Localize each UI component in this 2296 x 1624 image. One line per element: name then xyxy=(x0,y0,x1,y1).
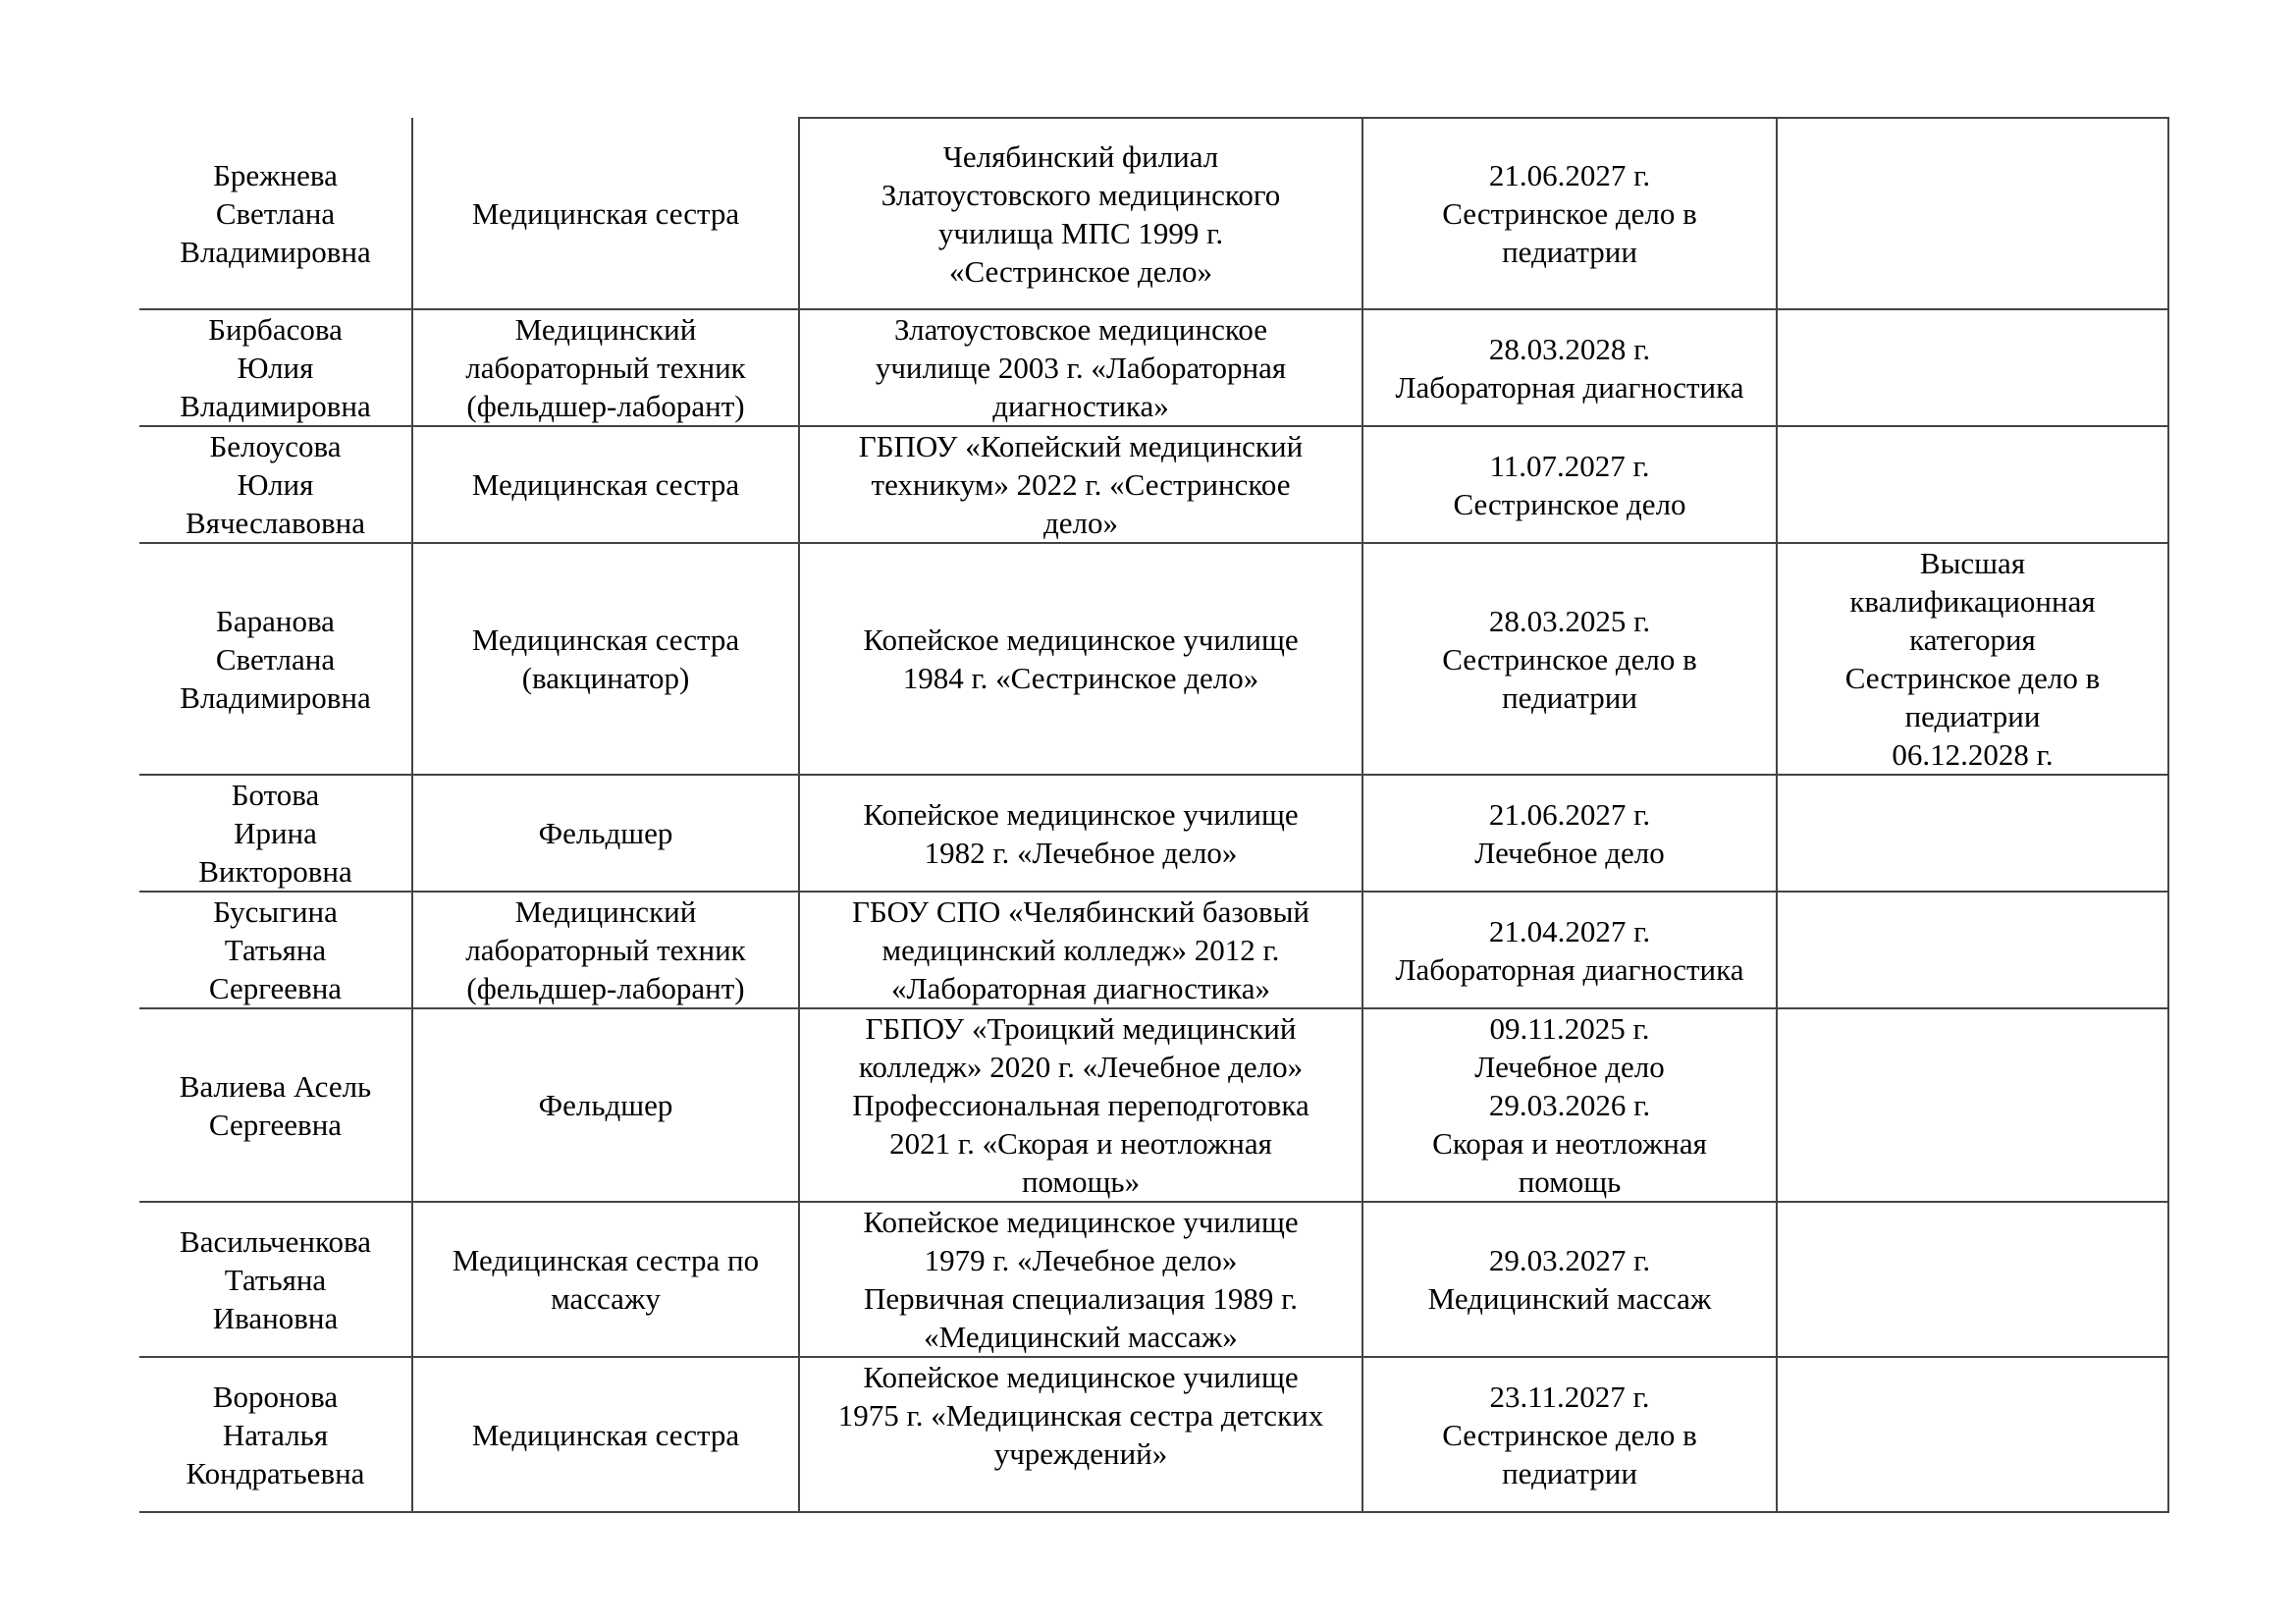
category-cell xyxy=(1777,118,2168,309)
education-cell: Копейское медицинское училище 1975 г. «Медицинская сестра детских учреждений» xyxy=(799,1357,1362,1512)
table-row xyxy=(139,1202,2168,1357)
category-cell xyxy=(1777,1008,2168,1202)
table-row xyxy=(139,1008,2168,1202)
category-cell: Высшая квалификационная категория Сестринское дело в педиатрии 06.12.2028 г. xyxy=(1777,543,2168,775)
position-cell: Фельдшер xyxy=(412,1008,799,1202)
staff-table xyxy=(139,117,2169,1513)
table-row xyxy=(139,118,2168,309)
certificate-cell: 28.03.2025 г. Сестринское дело в педиатрии xyxy=(1362,543,1777,775)
category-cell xyxy=(1777,309,2168,426)
employee-name-cell: Валиева Асель Сергеевна xyxy=(139,1008,412,1202)
education-cell: ГБПОУ «Троицкий медицинский колледж» 2020 г. «Лечебное дело» Профессиональная переподготовка 2021 г. «Скорая и неотложная помощь» xyxy=(799,1008,1362,1202)
employee-name-cell: Баранова Светлана Владимировна xyxy=(139,543,412,775)
certificate-cell: 21.06.2027 г. Сестринское дело в педиатрии xyxy=(1362,118,1777,309)
employee-name-cell: Белоусова Юлия Вячеславовна xyxy=(139,426,412,543)
position-cell: Медицинская сестра (вакцинатор) xyxy=(412,543,799,775)
education-cell: Копейское медицинское училище 1979 г. «Лечебное дело» Первичная специализация 1989 г. «Медицинский массаж» xyxy=(799,1202,1362,1357)
certificate-cell: 09.11.2025 г. Лечебное дело 29.03.2026 г. Скорая и неотложная помощь xyxy=(1362,1008,1777,1202)
education-cell: Копейское медицинское училище 1984 г. «Сестринское дело» xyxy=(799,543,1362,775)
table-row xyxy=(139,426,2168,543)
position-cell: Медицинский лабораторный техник (фельдшер-лаборант) xyxy=(412,892,799,1008)
category-cell xyxy=(1777,1202,2168,1357)
employee-name-cell: Бусыгина Татьяна Сергеевна xyxy=(139,892,412,1008)
education-cell: ГБПОУ «Копейский медицинский техникум» 2022 г. «Сестринское дело» xyxy=(799,426,1362,543)
table-row xyxy=(139,775,2168,892)
employee-name-cell: Ботова Ирина Викторовна xyxy=(139,775,412,892)
table-row xyxy=(139,1357,2168,1512)
table-row xyxy=(139,892,2168,1008)
position-cell: Медицинский лабораторный техник (фельдшер-лаборант) xyxy=(412,309,799,426)
table-row xyxy=(139,543,2168,775)
education-cell: Златоустовское медицинское училище 2003 г. «Лабораторная диагностика» xyxy=(799,309,1362,426)
certificate-cell: 21.04.2027 г. Лабораторная диагностика xyxy=(1362,892,1777,1008)
education-cell: Челябинский филиал Златоустовского медицинского училища МПС 1999 г. «Сестринское дело» xyxy=(799,118,1362,309)
certificate-cell: 21.06.2027 г. Лечебное дело xyxy=(1362,775,1777,892)
table-row xyxy=(139,309,2168,426)
employee-name-cell: Брежнева Светлана Владимировна xyxy=(139,118,412,309)
certificate-cell: 28.03.2028 г. Лабораторная диагностика xyxy=(1362,309,1777,426)
position-cell: Фельдшер xyxy=(412,775,799,892)
position-cell: Медицинская сестра xyxy=(412,1357,799,1512)
certificate-cell: 29.03.2027 г. Медицинский массаж xyxy=(1362,1202,1777,1357)
certificate-cell: 23.11.2027 г. Сестринское дело в педиатрии xyxy=(1362,1357,1777,1512)
certificate-cell: 11.07.2027 г. Сестринское дело xyxy=(1362,426,1777,543)
staff-table-body xyxy=(139,118,2168,1512)
position-cell: Медицинская сестра xyxy=(412,426,799,543)
category-cell xyxy=(1777,426,2168,543)
position-cell: Медицинская сестра xyxy=(412,118,799,309)
category-cell xyxy=(1777,775,2168,892)
employee-name-cell: Бирбасова Юлия Владимировна xyxy=(139,309,412,426)
category-cell xyxy=(1777,1357,2168,1512)
education-cell: ГБОУ СПО «Челябинский базовый медицинский колледж» 2012 г. «Лабораторная диагностика» xyxy=(799,892,1362,1008)
employee-name-cell: Васильченкова Татьяна Ивановна xyxy=(139,1202,412,1357)
employee-name-cell: Воронова Наталья Кондратьевна xyxy=(139,1357,412,1512)
position-cell: Медицинская сестра по массажу xyxy=(412,1202,799,1357)
category-cell xyxy=(1777,892,2168,1008)
education-cell: Копейское медицинское училище 1982 г. «Лечебное дело» xyxy=(799,775,1362,892)
